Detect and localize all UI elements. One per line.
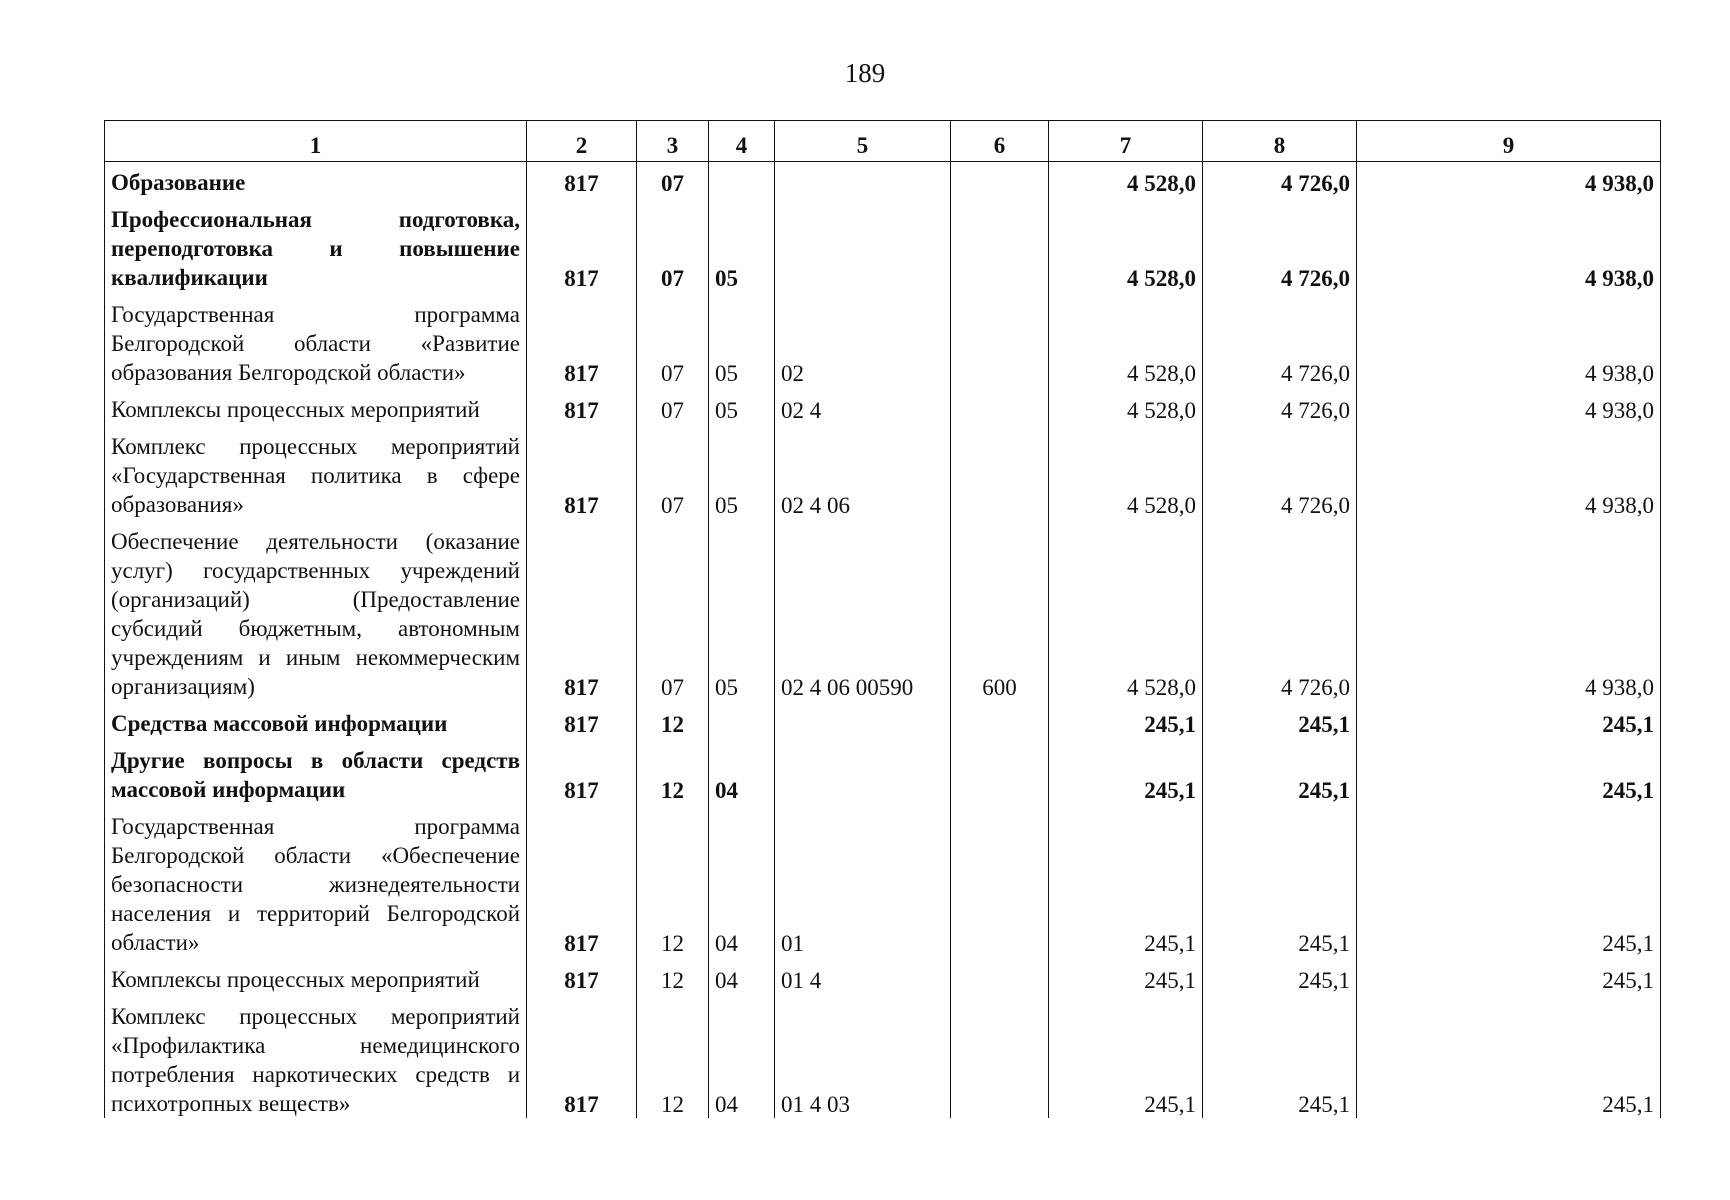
code-ministry: 817 <box>527 199 637 294</box>
code-section: 07 <box>637 294 709 389</box>
column-header-7: 7 <box>1049 121 1203 162</box>
row-label: Образование <box>105 162 527 200</box>
row-label: Комплекс процессных мероприятий «Государственная политика в сфере образования» <box>105 426 527 521</box>
amount-col-9: 245,1 <box>1357 806 1661 959</box>
code-section: 12 <box>637 959 709 996</box>
column-header-9: 9 <box>1357 121 1661 162</box>
code-expense-type <box>951 162 1049 200</box>
code-subsection: 04 <box>709 740 775 806</box>
column-header-8: 8 <box>1203 121 1357 162</box>
code-expense-type <box>951 703 1049 740</box>
table-row <box>105 389 1661 426</box>
amount-col-8: 245,1 <box>1203 806 1357 959</box>
table-row <box>105 521 1661 703</box>
column-header-3: 3 <box>637 121 709 162</box>
amount-col-7: 4 528,0 <box>1049 294 1203 389</box>
row-label: Профессиональная подготовка, переподготовка и повышение квалификации <box>105 199 527 294</box>
code-subsection: 05 <box>709 389 775 426</box>
code-target-article: 02 <box>775 294 951 389</box>
row-label: Комплексы процессных мероприятий <box>105 959 527 996</box>
code-subsection: 05 <box>709 426 775 521</box>
code-ministry: 817 <box>527 521 637 703</box>
amount-col-9: 4 938,0 <box>1357 426 1661 521</box>
code-section: 07 <box>637 199 709 294</box>
code-ministry: 817 <box>527 996 637 1118</box>
row-label: Обеспечение деятельности (оказание услуг) государственных учреждений (организаций) (Предоставление субсидий бюджетным, автономным учреждениям и иным некоммерческим организациям) <box>105 521 527 703</box>
table-row <box>105 162 1661 200</box>
table-row <box>105 294 1661 389</box>
code-expense-type: 600 <box>951 521 1049 703</box>
code-target-article <box>775 703 951 740</box>
code-expense-type <box>951 740 1049 806</box>
amount-col-9: 4 938,0 <box>1357 294 1661 389</box>
amount-col-9: 245,1 <box>1357 703 1661 740</box>
amount-col-8: 245,1 <box>1203 703 1357 740</box>
amount-col-9: 4 938,0 <box>1357 199 1661 294</box>
amount-col-7: 245,1 <box>1049 806 1203 959</box>
amount-col-7: 245,1 <box>1049 996 1203 1118</box>
amount-col-7: 4 528,0 <box>1049 389 1203 426</box>
amount-col-7: 4 528,0 <box>1049 426 1203 521</box>
row-label: Комплексы процессных мероприятий <box>105 389 527 426</box>
code-ministry: 817 <box>527 959 637 996</box>
amount-col-7: 245,1 <box>1049 740 1203 806</box>
amount-col-8: 4 726,0 <box>1203 426 1357 521</box>
column-header-2: 2 <box>527 121 637 162</box>
column-header-6: 6 <box>951 121 1049 162</box>
amount-col-8: 4 726,0 <box>1203 199 1357 294</box>
amount-col-7: 4 528,0 <box>1049 162 1203 200</box>
amount-col-9: 4 938,0 <box>1357 521 1661 703</box>
column-header-5: 5 <box>775 121 951 162</box>
code-subsection <box>709 703 775 740</box>
row-label: Комплекс процессных мероприятий «Профилактика немедицинского потребления наркотических средств и психотропных веществ» <box>105 996 527 1118</box>
code-target-article: 02 4 06 <box>775 426 951 521</box>
row-label: Государственная программа Белгородской области «Обеспечение безопасности жизнедеятельности населения и территорий Белгородской области» <box>105 806 527 959</box>
code-ministry: 817 <box>527 426 637 521</box>
code-ministry: 817 <box>527 294 637 389</box>
table-row <box>105 426 1661 521</box>
code-target-article: 02 4 <box>775 389 951 426</box>
code-section: 12 <box>637 703 709 740</box>
row-label: Другие вопросы в области средств массовой информации <box>105 740 527 806</box>
table-row <box>105 959 1661 996</box>
code-ministry: 817 <box>527 740 637 806</box>
table-row <box>105 199 1661 294</box>
code-subsection: 04 <box>709 996 775 1118</box>
code-ministry: 817 <box>527 806 637 959</box>
code-subsection: 05 <box>709 294 775 389</box>
code-expense-type <box>951 389 1049 426</box>
amount-col-9: 245,1 <box>1357 740 1661 806</box>
code-expense-type <box>951 426 1049 521</box>
code-section: 12 <box>637 740 709 806</box>
table-row <box>105 703 1661 740</box>
code-ministry: 817 <box>527 389 637 426</box>
amount-col-8: 245,1 <box>1203 959 1357 996</box>
amount-col-9: 245,1 <box>1357 959 1661 996</box>
code-target-article: 01 4 <box>775 959 951 996</box>
table-body <box>105 162 1661 1119</box>
code-target-article: 02 4 06 00590 <box>775 521 951 703</box>
code-expense-type <box>951 959 1049 996</box>
code-subsection <box>709 162 775 200</box>
column-header-1: 1 <box>105 121 527 162</box>
code-expense-type <box>951 294 1049 389</box>
table-row <box>105 806 1661 959</box>
amount-col-8: 4 726,0 <box>1203 389 1357 426</box>
code-expense-type <box>951 996 1049 1118</box>
amount-col-7: 4 528,0 <box>1049 521 1203 703</box>
code-target-article <box>775 740 951 806</box>
code-target-article <box>775 162 951 200</box>
row-label: Средства массовой информации <box>105 703 527 740</box>
code-target-article: 01 <box>775 806 951 959</box>
amount-col-9: 4 938,0 <box>1357 389 1661 426</box>
amount-col-8: 245,1 <box>1203 740 1357 806</box>
code-section: 07 <box>637 389 709 426</box>
amount-col-9: 245,1 <box>1357 996 1661 1118</box>
column-header-4: 4 <box>709 121 775 162</box>
code-ministry: 817 <box>527 703 637 740</box>
amount-col-7: 245,1 <box>1049 703 1203 740</box>
amount-col-8: 4 726,0 <box>1203 294 1357 389</box>
amount-col-9: 4 938,0 <box>1357 162 1661 200</box>
page-number: 189 <box>844 58 886 88</box>
code-subsection: 04 <box>709 959 775 996</box>
code-target-article <box>775 199 951 294</box>
amount-col-8: 4 726,0 <box>1203 162 1357 200</box>
table-row <box>105 996 1661 1118</box>
code-subsection: 04 <box>709 806 775 959</box>
code-section: 07 <box>637 162 709 200</box>
amount-col-8: 4 726,0 <box>1203 521 1357 703</box>
header-row <box>105 121 1661 162</box>
code-section: 12 <box>637 806 709 959</box>
table-header <box>105 121 1661 162</box>
code-expense-type <box>951 806 1049 959</box>
table-row <box>105 740 1661 806</box>
code-section: 07 <box>637 426 709 521</box>
code-section: 07 <box>637 521 709 703</box>
amount-col-8: 245,1 <box>1203 996 1357 1118</box>
budget-table <box>104 120 1661 1118</box>
code-section: 12 <box>637 996 709 1118</box>
code-subsection: 05 <box>709 199 775 294</box>
code-expense-type <box>951 199 1049 294</box>
amount-col-7: 4 528,0 <box>1049 199 1203 294</box>
amount-col-7: 245,1 <box>1049 959 1203 996</box>
code-subsection: 05 <box>709 521 775 703</box>
code-target-article: 01 4 03 <box>775 996 951 1118</box>
row-label: Государственная программа Белгородской области «Развитие образования Белгородской области» <box>105 294 527 389</box>
code-ministry: 817 <box>527 162 637 200</box>
